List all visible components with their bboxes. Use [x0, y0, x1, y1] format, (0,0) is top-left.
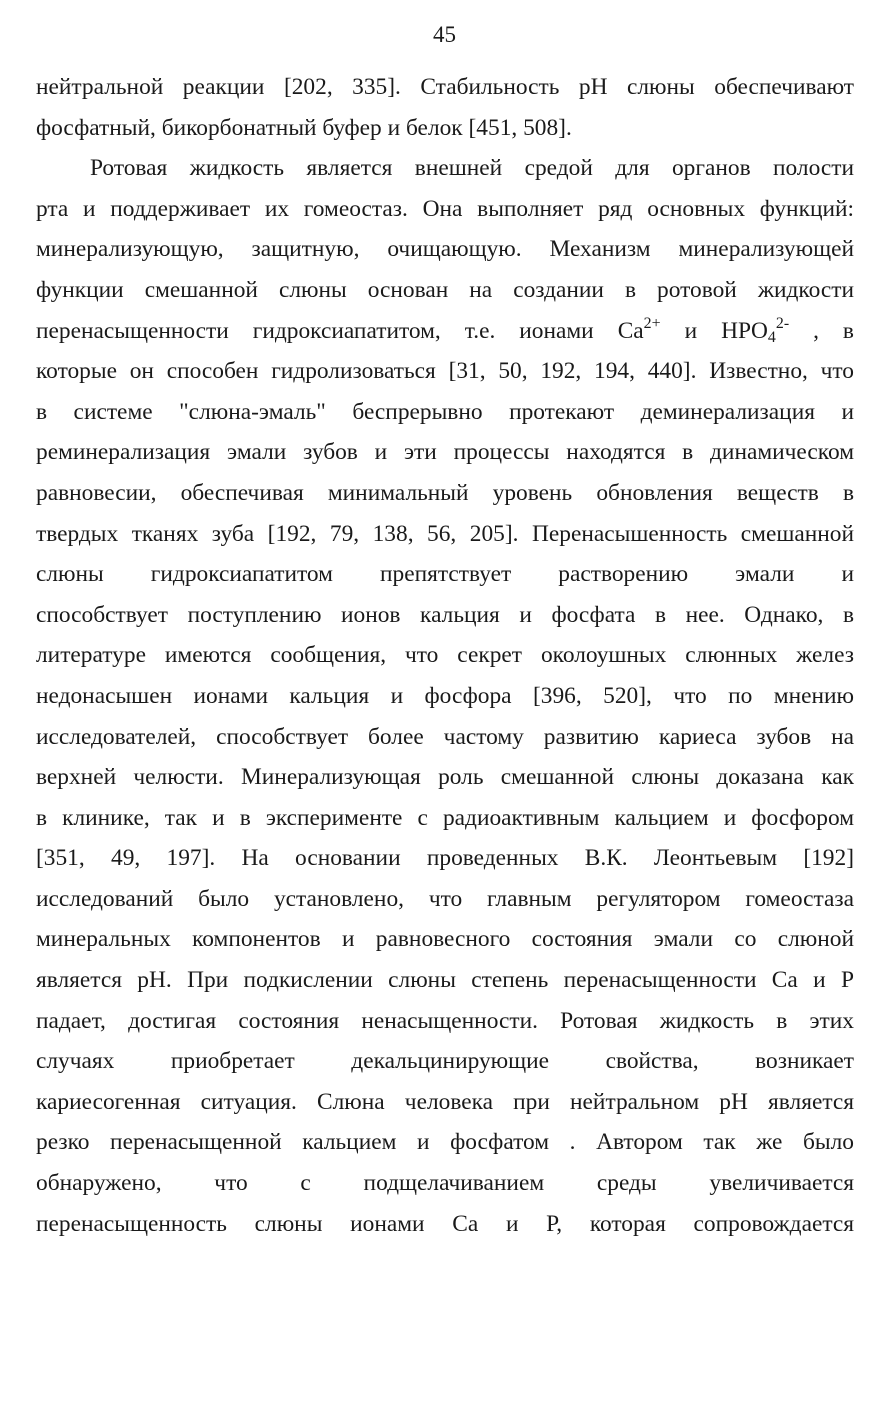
text-line: является рН. При подкислении слюны степень перенасыщенности Са и Р	[36, 967, 854, 994]
text-line: минеральных компонентов и равновесного состояния эмали со слюной	[36, 926, 854, 953]
ion-charge: 2-	[775, 314, 790, 332]
text-line: слюны гидроксиапатитом препятствует растворению эмали и	[36, 561, 854, 588]
text-segment: , в	[813, 317, 854, 344]
text-line: минерализующую, защитную, очищающую. Механизм минерализующей	[36, 236, 854, 263]
text-line: равновесии, обеспечивая минимальный уровень обновления веществ в	[36, 479, 854, 506]
text-line: в системе "слюна-эмаль" беспрерывно протекают деминерализация и	[36, 398, 854, 425]
text-line: фосфатный, бикорбонатный буфер и белок [451, 508].	[36, 114, 572, 141]
text-line: функции смешанной слюны основан на создании в ротовой жидкости	[36, 276, 854, 303]
formula-subscript: 4	[767, 328, 776, 346]
text-line: которые он способен гидролизоваться [31, 50, 192, 194, 440]. Известно, что	[36, 358, 854, 385]
text-line: твердых тканях зуба [192, 79, 138, 56, 205]. Перенасышенность смешанной	[36, 520, 854, 547]
text-line: недонасышен ионами кальция и фосфора [396, 520], что по мнению	[36, 682, 854, 709]
text-line: нейтральной реакции [202, 335]. Стабильность рН слюны обеспечивают	[36, 74, 854, 100]
text-line: падает, достигая состояния ненасыщенности. Ротовая жидкость в этих	[36, 1007, 854, 1034]
paragraph-first-line: Ротовая жидкость является внешней средой для органов полости	[90, 155, 854, 182]
text-line-with-formula	[36, 314, 854, 355]
text-line: способствует поступлению ионов кальция и фосфата в нее. Однако, в	[36, 601, 854, 628]
page-number: 45	[433, 22, 456, 47]
text-line: исследований было установлено, что главным регулятором гомеостаза	[36, 885, 854, 912]
text-segment: перенасыщенности гидроксиапатитом, т.е. ионами	[36, 317, 594, 344]
text-line: случаях приобретает декальцинирующие свойства, возникает	[36, 1048, 854, 1075]
text-line: [351, 49, 197]. На основании проведенных В.К. Леонтьевым [192]	[36, 845, 854, 872]
text-line: верхней челюсти. Минерализующая роль смешанной слюны доказана как	[36, 764, 854, 791]
hydrophosphate-ion-formula	[721, 314, 790, 346]
text-line: в клинике, так и в эксперименте с радиоактивным кальцием и фосфором	[36, 804, 854, 831]
text-line: исследователей, способствует более частому развитию кариеса зубов на	[36, 723, 854, 750]
text-line: рта и поддерживает их гомеостаз. Она выполняет ряд основных функций:	[36, 195, 854, 222]
text-line: реминерализация эмали зубов и эти процессы находятся в динамическом	[36, 439, 854, 466]
formula-base: Са	[617, 317, 644, 344]
text-line: литературе имеются сообщения, что секрет околоушных слюнных желез	[36, 642, 854, 669]
document-body	[36, 70, 854, 1247]
ion-charge: 2+	[643, 314, 661, 332]
calcium-ion-formula	[617, 314, 661, 344]
conjunction: и	[684, 317, 698, 344]
text-line: перенасыщенность слюны ионами Са и Р, которая сопровождается	[36, 1210, 854, 1237]
text-line: обнаружено, что с подщелачиванием среды увеличивается	[36, 1170, 854, 1197]
formula-base: HPO	[721, 317, 768, 344]
text-line: кариесогенная ситуация. Слюна человека при нейтральном рН является	[36, 1088, 854, 1115]
text-line: резко перенасыщенной кальцием и фосфатом . Автором так же было	[36, 1129, 854, 1156]
